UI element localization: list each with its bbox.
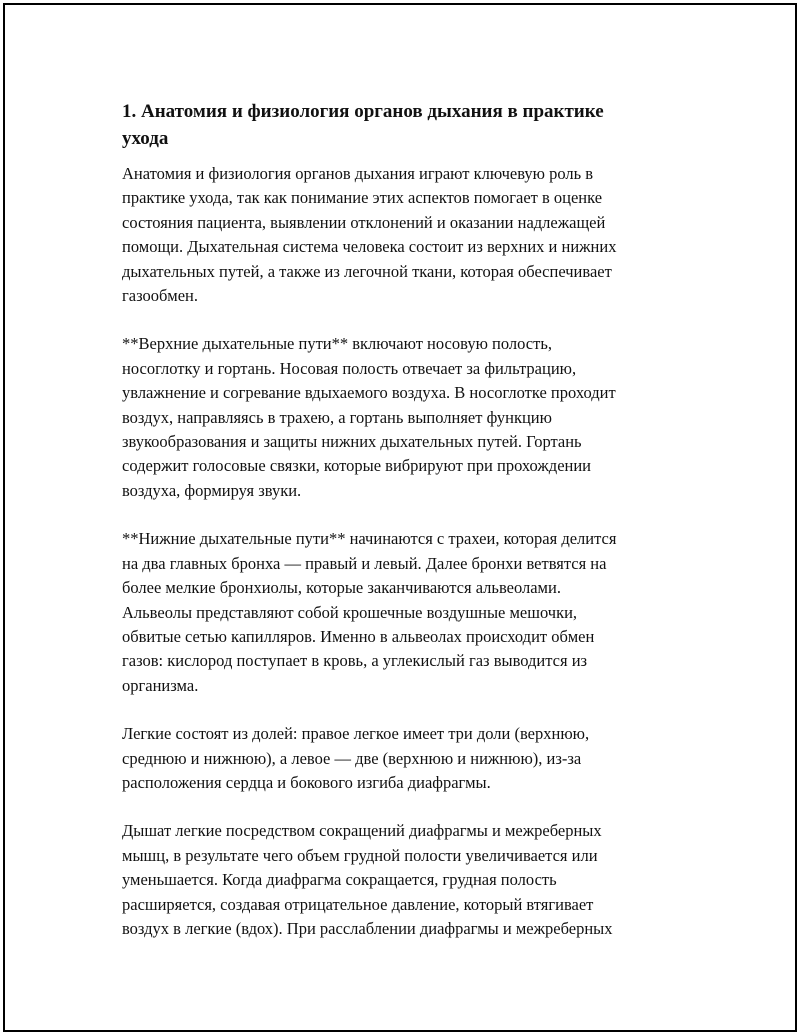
section-heading: 1. Анатомия и физиология органов дыхания в практике ухода (122, 101, 604, 149)
paragraph-upper-airways: **Верхние дыхательные пути** включают носовую полость, носоглотку и гортань. Носовая полость отвечает за фильтрацию, увлажнение и согревание вдыхаемого воздуха. В носоглотке проходит воздух, направляясь в трахею, а гортань выполняет функцию звукообразования и защиты нижних дыхательных путей. Гортань содержит голосовые связки, которые вибрируют при прохождении воздуха, формируя звуки. (122, 334, 616, 500)
paragraph-lung-lobes: Легкие состоят из долей: правое легкое имеет три доли (верхнюю, среднюю и нижнюю), а левое — две (верхнюю и нижнюю), из-за расположения сердца и бокового изгиба диафрагмы. (122, 724, 590, 792)
paragraph-lower-airways: **Нижние дыхательные пути** начинаются с трахеи, которая делится на два главных бронха — правый и левый. Далее бронхи ветвятся на более мелкие бронхиолы, которые заканчиваются альвеолами. Альвеолы представляют собой крошечные воздушные мешочки, обвитые сетью капилляров. Именно в альвеолах происходит обмен газов: кислород поступает в кровь, а углекислый газ выводится из организма. (122, 529, 617, 695)
paragraph-intro: Анатомия и физиология органов дыхания играют ключевую роль в практике ухода, так как понимание этих аспектов помогает в оценке состояния пациента, выявлении отклонений и оказании надлежащей помощи. Дыхательная система человека состоит из верхних и нижних дыхательных путей, а также из легочной ткани, которая обеспечивает газообмен. (122, 164, 617, 306)
document-body (122, 98, 682, 965)
page-frame (3, 3, 797, 1032)
paragraph-breathing-mechanics: Дышат легкие посредством сокращений диафрагмы и межреберных мышц, в результате чего объем грудной полости увеличивается или уменьшается. Когда диафрагма сокращается, грудная полость расширяется, создавая отрицательное давление, который втягивает воздух в легкие (вдох). При расслаблении диафрагмы и межреберных (122, 821, 613, 938)
